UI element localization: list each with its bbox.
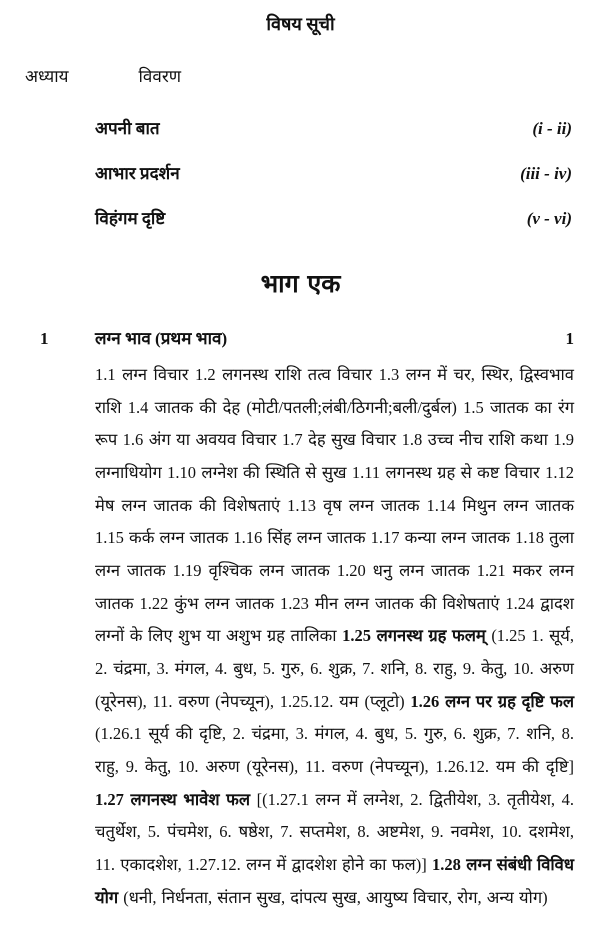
body-segment: (धनी, निर्धनता, संतान सुख, दांपत्य सुख, आयुष्य विचार, रोग, अन्य योग) [123, 887, 548, 907]
front-matter-row [95, 150, 572, 195]
column-header-description: विवरण [138, 67, 182, 86]
body-segment: (1.25 1. सूर्य, 2. चंद्रमा, 3. मंगल, 4. बुध, 5. गुरु, 6. शुक्र, 7. शनि, 8. राहु, 9. केतु, 10. अरुण (यूरेनस), 11. वरुण (नेपच्यून), 1.25.12. यम (प्लूटो) [95, 626, 574, 711]
body-segment-bold: 1.25 लगनस्थ ग्रह फलम् [342, 626, 492, 646]
chapter-number: 1 [40, 329, 49, 348]
front-matter-label: अपनी बात [95, 119, 160, 138]
chapter-body [95, 359, 574, 914]
body-segment-bold: 1.26 लग्न पर ग्रह दृष्टि फल [410, 691, 575, 711]
body-segment-bold: 1.28 लग्न संबंधी विविध योग [95, 854, 574, 907]
page-title: विषय सूची [266, 14, 335, 34]
front-matter-row [95, 105, 572, 150]
body-segment-bold: 1.27 लगनस्थ भावेश फल [95, 789, 257, 809]
column-header-chapter: अध्याय [25, 67, 69, 86]
front-matter-label: आभार प्रदर्शन [95, 164, 180, 183]
chapter-page-number: 1 [565, 329, 574, 348]
part-heading: भाग एक [260, 269, 341, 298]
front-matter-pages: (v - vi) [526, 209, 572, 228]
body-segment: 1.1 लग्न विचार 1.2 लगनस्थ राशि तत्व विचार 1.3 लग्न में चर, स्थिर, द्विस्वभाव राशि 1.4 जातक की देह (मोटी/पतली;लंबी/ठिगनी;बली/दुर्बल) 1.5 जातक का रंग रूप 1.6 अंग या अवयव विचार 1.7 देह सुख विचार 1.8 उच्च नीच राशि कथा 1.9 लग्नाधियोग 1.10 लग्नेश की स्थिति से सुख 1.11 लगनस्थ ग्रह से कष्ट विचार 1.12 मेष लग्न जातक की विशेषताएं 1.13 वृष लग्न जातक 1.14 मिथुन लग्न जातक 1.15 कर्क लग्न जातक 1.16 सिंह लग्न जातक 1.17 कन्या लग्न जातक 1.18 तुला लग्न जातक 1.19 वृश्चिक लग्न जातक 1.20 धनु लग्न जातक 1.21 मकर लग्न जातक 1.22 कुंभ लग्न जातक 1.23 मीन लग्न जातक की विशेषताएं 1.24 द्वादश लग्नों के लिए शुभ या अशुभ ग्रह तालिका [95, 365, 574, 646]
body-segment: [(1.27.1 लग्न में लग्नेश, 2. द्वितीयेश, 3. तृतीयेश, 4. चतुर्थेश, 5. पंचमेश, 6. षष्ठेश, 7. सप्तमेश, 8. अष्टमेश, 9. नवमेश, 10. दशमेश, 11. एकादशेश, 1.27.12. लग्न में द्वादशेश होने का फल)] [95, 789, 574, 874]
column-headers [25, 64, 576, 87]
body-segment: (1.26.1 सूर्य की दृष्टि, 2. चंद्रमा, 3. मंगल, 4. बुध, 5. गुरु, 6. शुक्र, 7. शनि, 8. राहु, 9. केतु, 10. अरुण (यूरेनस), 11. वरुण (नेपच्यून), 1.26.12. यम की दृष्टि] [95, 724, 574, 776]
front-matter-label: विहंगम दृष्टि [95, 209, 166, 228]
front-matter-pages: (i - ii) [532, 119, 572, 138]
front-matter-pages: (iii - iv) [520, 164, 572, 183]
front-matter-row [95, 195, 572, 240]
front-matter-list [25, 105, 576, 240]
chapter-entry [25, 326, 576, 349]
chapter-title: लग्न भाव (प्रथम भाव) [95, 329, 228, 348]
